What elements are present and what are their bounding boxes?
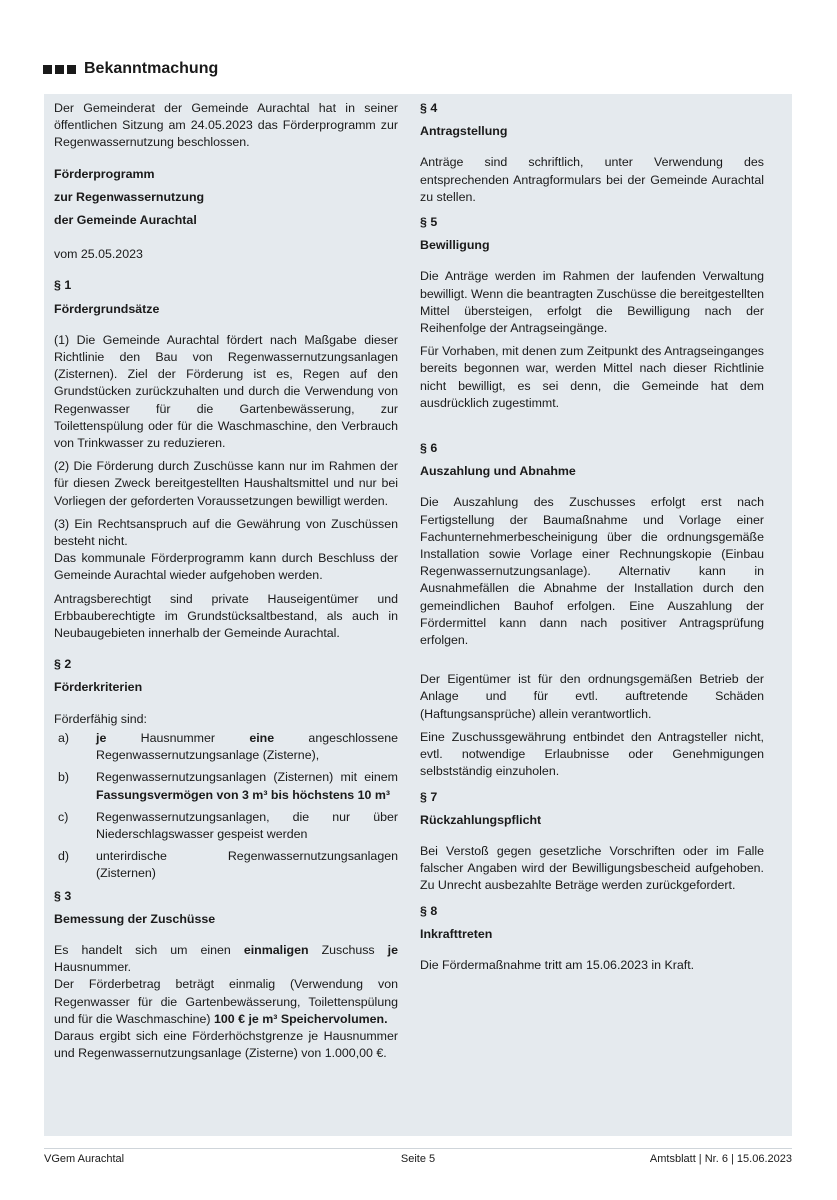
section-5-heading xyxy=(420,214,764,254)
paragraph: Förderfähig sind: xyxy=(54,711,147,726)
section-1-heading xyxy=(54,277,398,317)
paragraph: Es handelt sich um einen einmaligen Zuschuss je Hausnummer. xyxy=(54,942,398,975)
section-number: § 8 xyxy=(420,903,438,918)
doc-title-line: zur Regenwassernutzung xyxy=(54,189,205,204)
doc-title xyxy=(54,166,398,264)
section-title: Bemessung der Zuschüsse xyxy=(54,911,216,926)
section-title: Bewilligung xyxy=(420,238,490,253)
paragraph: Die Anträge werden im Rahmen der laufenden Verwaltung bewilligt. Wenn die beantragten Zuschüsse die bereitgestellten Mittel übersteigen, erfolgt die Bewilligung nach der Reihenfolge der Antragseingänge. xyxy=(420,269,764,336)
list-label: b) xyxy=(58,770,70,785)
list-text: je Hausnummer eine angeschlossene Regenwassernutzungsanlage (Zisterne), xyxy=(96,730,398,763)
header-title: Bekanntmachung xyxy=(84,60,219,77)
doc-title-line: der Gemeinde Aurachtal xyxy=(54,213,197,228)
section-title: Fördergrundsätze xyxy=(54,301,160,316)
list-item xyxy=(54,730,398,764)
right-column xyxy=(420,100,764,1136)
footer-issue: Amtsblatt | Nr. 6 | 15.06.2023 xyxy=(649,1153,792,1165)
list-text: Regenwassernutzungsanlagen, die nur über Niederschlagswasser gespeist werden xyxy=(96,809,398,841)
section-title: Auszahlung und Abnahme xyxy=(420,464,576,479)
section-title: Inkrafttreten xyxy=(420,926,493,941)
section-title: Antragstellung xyxy=(420,124,508,139)
list-label: d) xyxy=(58,849,70,864)
page-header xyxy=(43,58,218,80)
section-6-heading xyxy=(420,440,764,480)
section-title: Förderkriterien xyxy=(54,680,143,695)
paragraph: Eine Zuschussgewährung entbindet den Antragsteller nicht, evtl. notwendige Erlaubnisse oder Genehmigungen selbstständig einzuholen. xyxy=(420,729,764,779)
section-number: § 5 xyxy=(420,215,438,230)
paragraph: Die Auszahlung des Zuschusses erfolgt erst nach Fertigstellung der Baumaßnahme und Vorlage einer Fachunternehmerbescheinigung über die ordnungsgemäße Installation sowie Vorlage einer Rechnungskopie (Einbau Regenwassernutzungsanlage). Alternativ kann in Ausnahmefällen die Abnahme der Installation durch den gemeindlichen Bauhof erfolgen. Eine Auszahlung der Fördermittel kann dann nach positiver Antragsprüfung erfolgen. xyxy=(420,495,764,648)
paragraph: (1) Die Gemeinde Aurachtal fördert nach Maßgabe dieser Richtlinie den Bau von Regenwassernutzungsanlagen (Zisternen). Ziel der Förderung ist es, Regen auf den Grundstücken zurückzuhalten und durch die Verwendung von Regenwasser für die Gartenbewässerung, zur Toilettenspülung oder für die Waschmaschine, den Verbrauch von Trinkwasser zu reduzieren. xyxy=(54,332,398,451)
paragraph: Das kommunale Förderprogramm kann durch Beschluss der Gemeinde Aurachtal wieder aufgehoben werden. xyxy=(54,551,398,583)
list-item xyxy=(54,769,398,803)
list-item xyxy=(54,809,398,843)
section-title: Rückzahlungspflicht xyxy=(420,812,542,827)
list-text: unterirdische Regenwassernutzungsanlagen (Zisternen) xyxy=(96,849,398,881)
footer-publisher: VGem Aurachtal xyxy=(44,1153,125,1165)
section-number: § 2 xyxy=(54,657,72,672)
list-label: c) xyxy=(58,809,69,824)
list-item xyxy=(54,848,398,882)
paragraph: Anträge sind schriftlich, unter Verwendung des entsprechenden Antragformulars bei der Gemeinde Aurachtal zu stellen. xyxy=(420,155,764,204)
paragraph: (2) Die Förderung durch Zuschüsse kann nur im Rahmen der für diesen Zweck bereitgestellten Haushaltsmittel und nur bei Vorliegen der geforderten Voraussetzungen bewilligt werden. xyxy=(54,459,398,508)
doc-title-line: Förderprogramm xyxy=(54,166,155,181)
paragraph: (3) Ein Rechtsanspruch auf die Gewährung von Zuschüssen besteht nicht. xyxy=(54,516,398,549)
section-8-heading xyxy=(420,903,764,943)
section-number: § 6 xyxy=(420,441,438,456)
paragraph: Für Vorhaben, mit denen zum Zeitpunkt des Antragseinganges bereits begonnen war, werden Mittel nach dieser Richtlinie nicht bewilligt, es sei denn, die Gemeinde hat dem ausdrücklich zugestimmt. xyxy=(420,344,764,410)
section-3-heading xyxy=(54,888,398,928)
paragraph: Antragsberechtigt sind private Hauseigentümer und Erbbauberechtigte im Grundstücksaltbestand, als auch in Neubaugebieten innerhalb der Gemeinde Aurachtal. xyxy=(54,591,398,641)
section-2-heading xyxy=(54,656,398,696)
paragraph: Der Eigentümer ist für den ordnungsgemäßen Betrieb der Anlage und für evtl. auftretende Schäden (Haftungsansprüche) allein verantwortlich. xyxy=(420,672,764,721)
paragraph: Daraus ergibt sich eine Förderhöchstgrenze je Hausnummer und Regenwassernutzungsanlage (Zisterne) von 1.000,00 €. xyxy=(54,1028,398,1061)
announcement-panel xyxy=(44,94,792,1136)
doc-date: vom 25.05.2023 xyxy=(54,247,143,262)
footer-page-number: Seite 5 xyxy=(400,1153,436,1165)
criteria-list xyxy=(54,730,398,883)
paragraph: Bei Verstoß gegen gesetzliche Vorschriften oder im Falle falscher Angaben wird der Bewilligungsbescheid aufgehoben. Zu Unrecht ausbezahlte Beträge werden zurückgefordert. xyxy=(420,843,764,893)
section-number: § 4 xyxy=(420,101,438,115)
paragraph: Die Fördermaßnahme tritt am 15.06.2023 in Kraft. xyxy=(420,957,695,972)
section-4-heading xyxy=(420,100,764,140)
list-text: Regenwassernutzungsanlagen (Zisternen) mit einem Fassungsvermögen von 3 m³ bis höchstens 10 m³ xyxy=(96,770,398,802)
section-number: § 1 xyxy=(54,278,72,293)
intro-text: Der Gemeinderat der Gemeinde Aurachtal hat in seiner öffentlichen Sitzung am 24.05.2023 das Förderprogramm zur Regenwassernutzung beschlossen. xyxy=(54,101,398,150)
paragraph: Der Förderbetrag beträgt einmalig (Verwendung von Regenwasser für die Gartenbewässerung, Toilettenspülung und für die Waschmaschine) 100 € je m³ Speichervolumen. xyxy=(54,977,398,1026)
page-footer xyxy=(44,1148,792,1165)
list-label: a) xyxy=(58,730,70,745)
section-7-heading xyxy=(420,789,764,829)
section-number: § 7 xyxy=(420,789,438,804)
section-number: § 3 xyxy=(54,888,72,903)
left-column xyxy=(54,100,398,1136)
header-squares-icon xyxy=(43,65,76,74)
